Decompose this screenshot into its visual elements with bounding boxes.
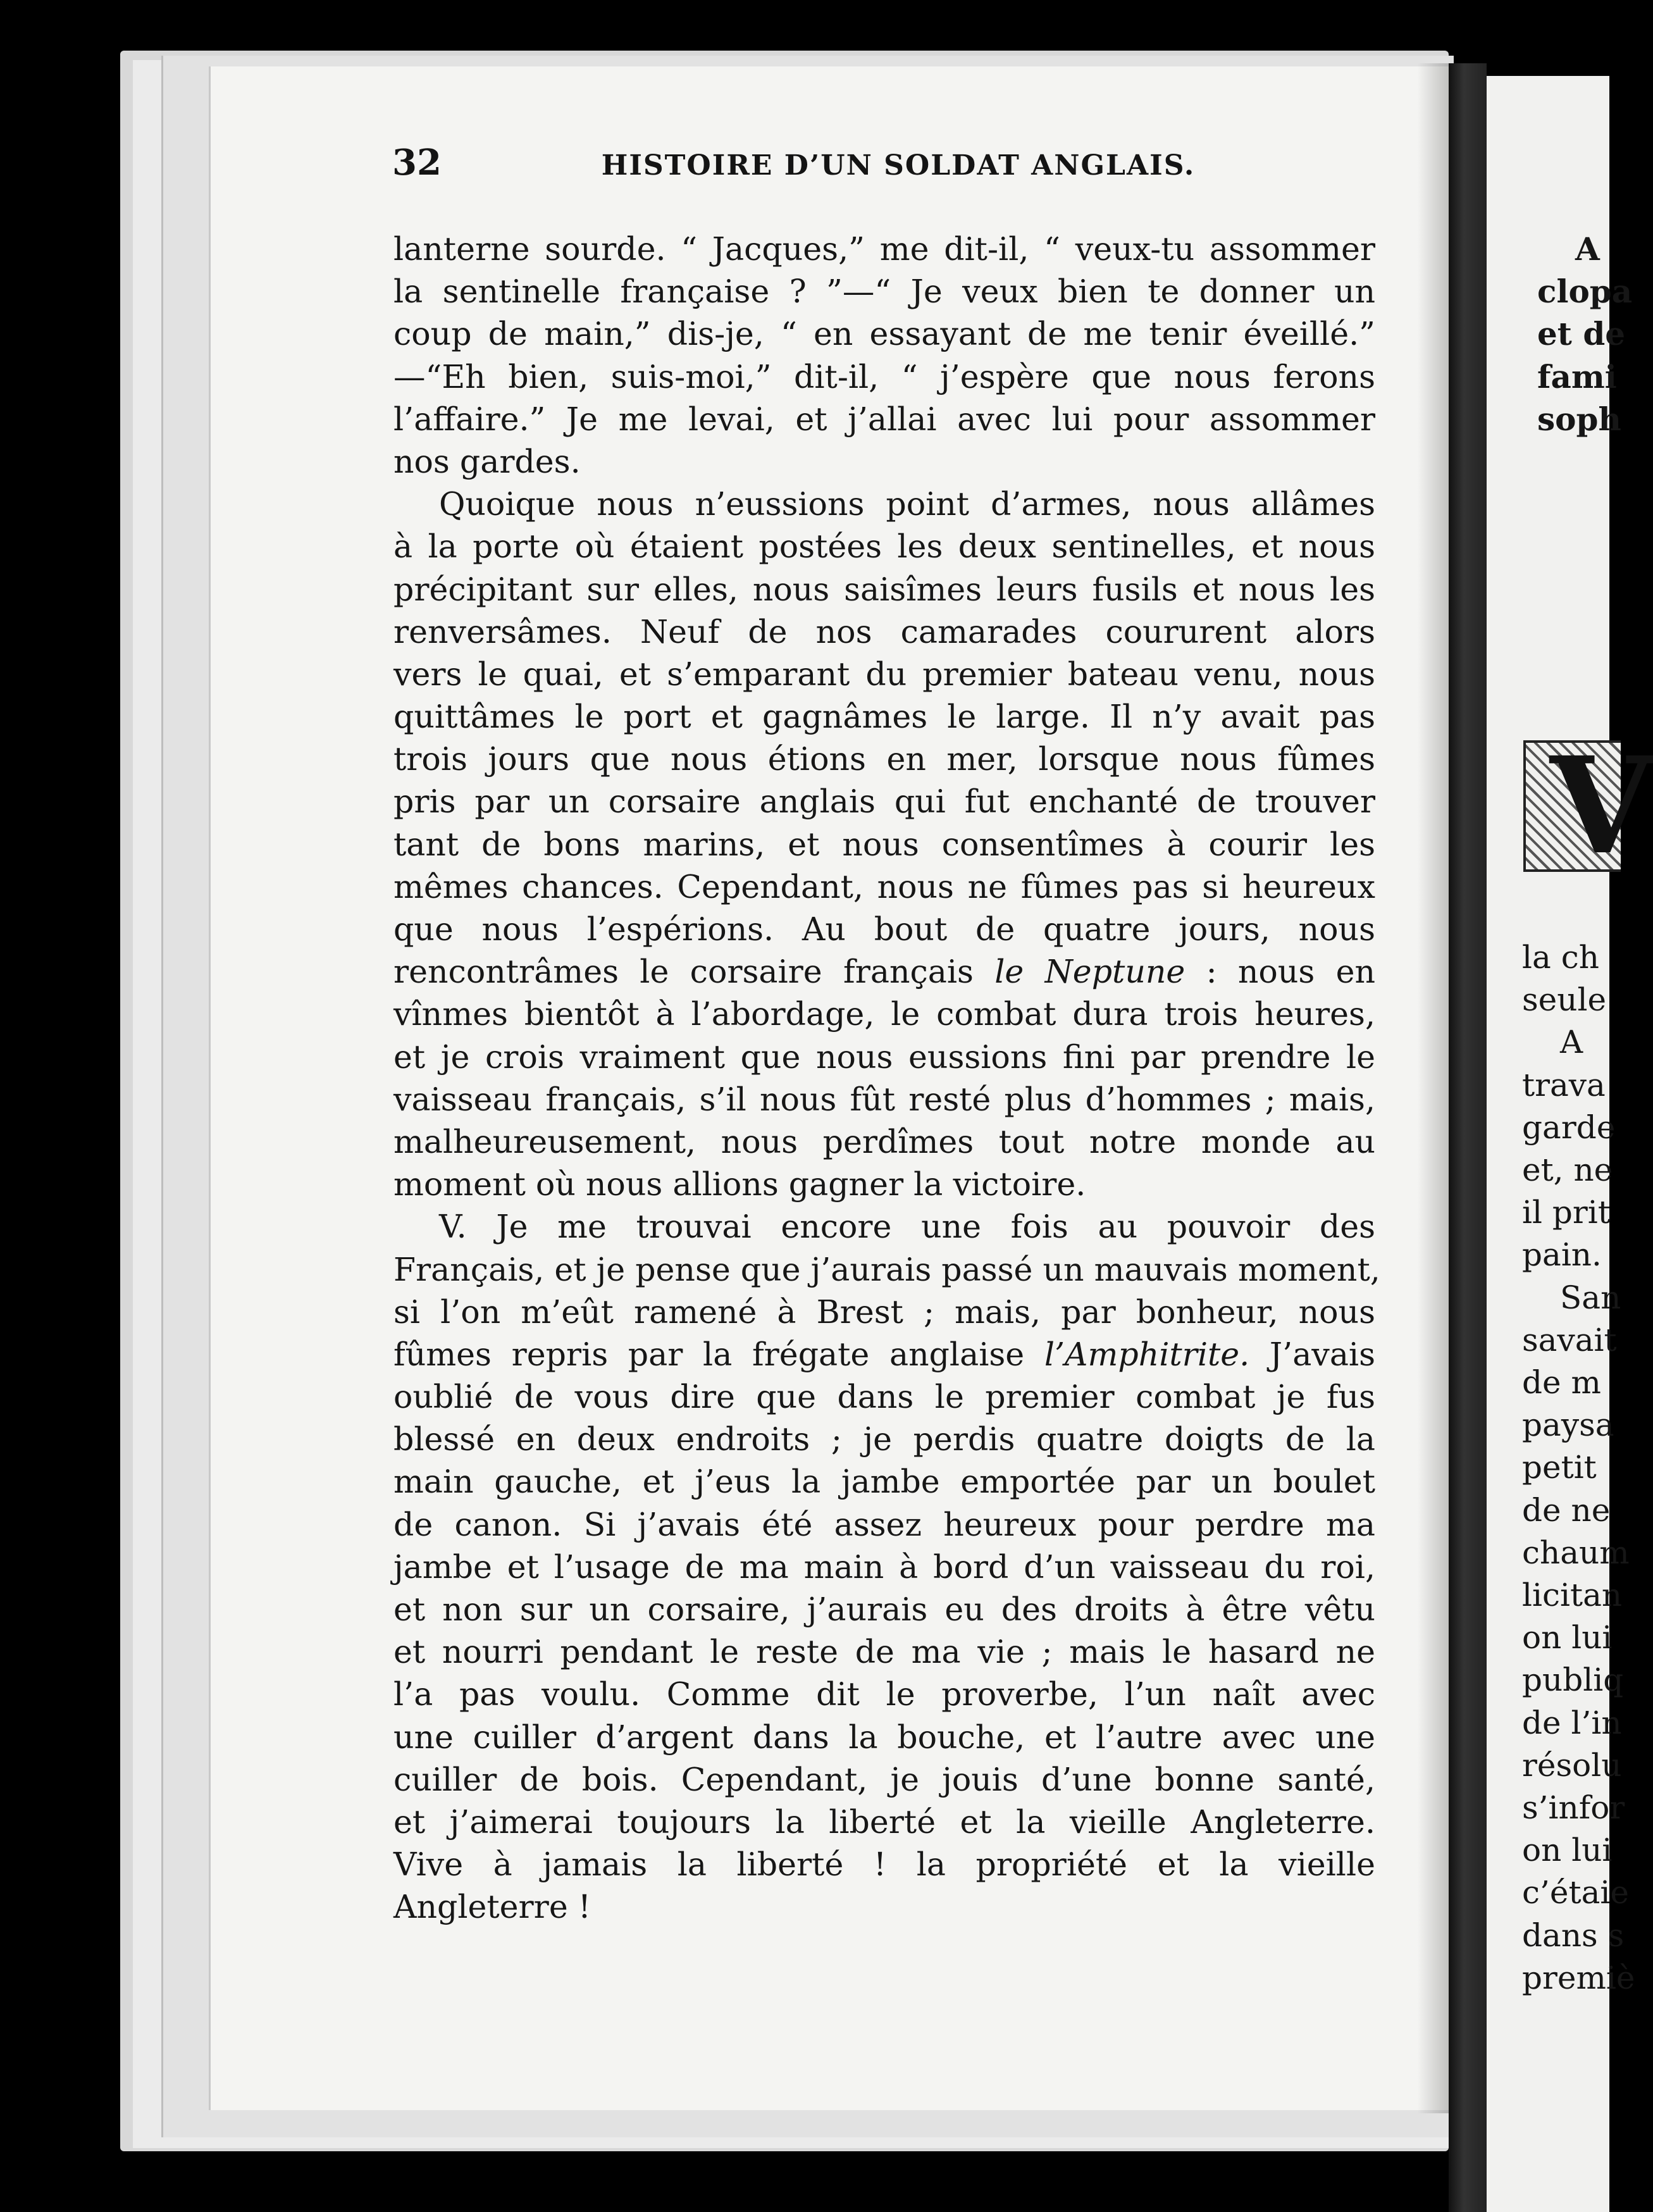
text-line: renversâmes. Neuf de nos camarades coururent alors (393, 612, 1375, 650)
text-line: mêmes chances. Cependant, nous ne fûmes pas si heureux (393, 867, 1375, 905)
right-page-lower-text (1522, 936, 1635, 1999)
text-line: vers le quai, et s’emparant du premier bateau venu, nous (393, 655, 1375, 693)
text-line: de canon. Si j’avais été assez heureux pour perdre ma (393, 1505, 1375, 1543)
text-line: tant de bons marins, et nous consentîmes à courir les (393, 825, 1375, 863)
book-gutter (1449, 63, 1487, 2212)
text-line: main gauche, et j’eus la jambe emportée par un boulet (393, 1463, 1375, 1501)
fragment-line: clopa (1537, 273, 1633, 311)
text-line: si l’on m’eût ramené à Brest ; mais, par bonheur, nous (393, 1293, 1375, 1331)
text-line: pris par un corsaire anglais qui fut enchanté de trouver (393, 783, 1375, 821)
running-head: HISTOIRE D’UN SOLDAT ANGLAIS. (601, 149, 1196, 182)
fragment-line: résolu (1522, 1746, 1622, 1784)
text-line: jambe et l’usage de ma main à bord d’un vaisseau du roi, (393, 1548, 1375, 1586)
fragment-line: c’étaie (1522, 1874, 1629, 1911)
text-line (393, 950, 1375, 993)
fragment-line: chaum (1522, 1534, 1630, 1571)
text-line: Vive à jamais la liberté ! la propriété et la vieille (393, 1846, 1375, 1884)
text-line: moment où nous allions gagner la victoire. (393, 1165, 1086, 1203)
fragment-line: il prit (1522, 1194, 1611, 1231)
right-page-top-text (1537, 228, 1632, 440)
text-line: lanterne sourde. “ Jacques,” me dit-il, “ veux-tu assommer (393, 230, 1375, 268)
text-line: et nourri pendant le reste de ma vie ; mais le hasard ne (393, 1633, 1375, 1671)
text-run: rencontrâmes le corsaire français (393, 953, 974, 991)
text-line: Français, et je pense que j’aurais passé un mauvais moment, (393, 1250, 1380, 1288)
fragment-line: soph (1537, 400, 1621, 438)
fragment-line: A (1575, 230, 1600, 268)
fragment-line: licitan (1522, 1577, 1623, 1614)
text-line: l’affaire.” Je me levai, et j’allai avec lui pour assommer (393, 400, 1375, 438)
text-run: : nous en (1206, 953, 1376, 991)
fragment-line: seule (1522, 981, 1607, 1019)
text-line: —“Eh bien, suis-moi,” dit-il, “ j’espère que nous ferons (393, 357, 1375, 395)
text-line: la sentinelle française ? ”—“ Je veux bien te donner un (393, 273, 1375, 311)
fragment-line: et de (1537, 315, 1626, 353)
right-page-fragment (1487, 76, 1653, 2212)
fragment-line: dans s (1522, 1917, 1625, 1954)
text-line: et j’aimerai toujours la liberté et la vieille Angleterre. (393, 1803, 1375, 1841)
text-line: précipitant sur elles, nous saisîmes leurs fusils et nous les (393, 570, 1375, 608)
text-line: nos gardes. (393, 442, 581, 480)
ship-name-amphitrite: l’Amphitrite. (1044, 1335, 1250, 1373)
fragment-line: de ne (1522, 1491, 1611, 1529)
text-line (393, 1333, 1375, 1376)
text-line: vînmes bientôt à l’abordage, le combat dura trois heures, (393, 995, 1375, 1033)
text-line: malheureusement, nous perdîmes tout notre monde au (393, 1122, 1375, 1160)
fragment-line: publiq (1522, 1662, 1624, 1699)
fragment-line: savait (1522, 1321, 1617, 1358)
text-line: à la porte où étaient postées les deux sentinelles, et nous (393, 528, 1375, 566)
text-run: fûmes repris par la frégate anglaise (393, 1335, 1025, 1373)
fragment-line: fami (1537, 357, 1617, 395)
text-line: oublié de vous dire que dans le premier combat je fus (393, 1378, 1375, 1416)
text-line: cuiller de bois. Cependant, je jouis d’une bonne santé, (393, 1760, 1375, 1798)
text-line: coup de main,” dis-je, “ en essayant de me tenir éveillé.” (393, 315, 1375, 353)
fragment-line: s’infor (1522, 1789, 1625, 1827)
text-line: l’a pas voulu. Comme dit le proverbe, l’un naît avec (393, 1675, 1375, 1713)
fragment-line: et, ne (1522, 1152, 1613, 1189)
text-line: trois jours que nous étions en mer, lorsque nous fûmes (393, 740, 1375, 778)
fragment-line: A (1560, 1024, 1583, 1061)
fragment-line: la ch (1522, 939, 1599, 976)
ornamental-dropcap-letter: V (1550, 728, 1653, 884)
fragment-line: trava (1522, 1066, 1606, 1103)
text-line: une cuiller d’argent dans la bouche, et l’autre avec une (393, 1718, 1375, 1756)
text-line: quittâmes le port et gagnâmes le large. Il n’y avait pas (393, 698, 1375, 736)
text-line: et je crois vraiment que nous eussions fini par prendre le (393, 1038, 1375, 1076)
text-line: V. Je me trouvai encore une fois au pouvoir des (439, 1208, 1375, 1246)
text-line: vaisseau français, s’il nous fût resté plus d’hommes ; mais, (393, 1080, 1375, 1118)
ship-name-neptune: le Neptune (994, 953, 1186, 991)
text-line: et non sur un corsaire, j’aurais eu des droits à être vêtu (393, 1591, 1375, 1628)
fragment-line: pain. (1522, 1236, 1602, 1274)
fragment-line: on lui (1522, 1619, 1613, 1656)
page-number: 32 (392, 142, 442, 183)
text-run: J’avais (1269, 1335, 1375, 1373)
body-text (393, 228, 1380, 1929)
fragment-line: San (1560, 1279, 1621, 1316)
fragment-line: premiè (1522, 1959, 1635, 1996)
fragment-line: de m (1522, 1364, 1601, 1401)
text-line: Quoique nous n’eussions point d’armes, nous allâmes (439, 485, 1375, 523)
fragment-line: paysa (1522, 1407, 1614, 1444)
fragment-line: de l’in (1522, 1704, 1622, 1741)
fragment-line: on lui (1522, 1832, 1613, 1869)
text-line: blessé en deux endroits ; je perdis quatre doigts de la (393, 1420, 1375, 1458)
text-line: Angleterre ! (393, 1888, 591, 1926)
fragment-line: garde (1522, 1109, 1616, 1146)
text-line: que nous l’espérions. Au bout de quatre jours, nous (393, 910, 1375, 948)
fragment-line: petit (1522, 1449, 1597, 1486)
